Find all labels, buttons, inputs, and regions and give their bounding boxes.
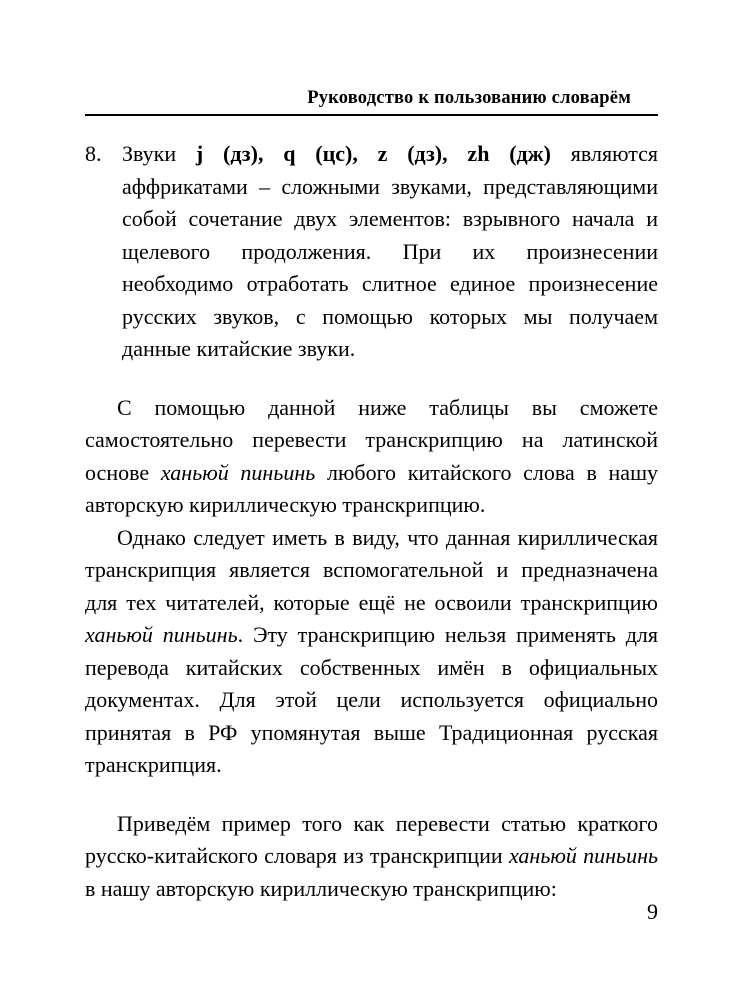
item-8-text: Звуки j (дз), q (цс), z (дз), zh (дж) являются аффрикатами – сложными звуками, представляющими собой сочетание двух элементов: взрывного начала и щелевого продолжения. При их произнесении необходимо отработать слитное единое произнесение русских звуков, с помощью которых мы получаем данные китайские звуки.: [122, 141, 658, 361]
paragraph-3: Приведём пример того как перевести статью краткого русско-китайского словаря из транскрипции ханьюй пиньинь в нашу авторскую кириллическую транскрипцию:: [85, 810, 658, 901]
page-number: 9: [647, 899, 658, 924]
item-number: 8.: [85, 141, 102, 166]
paragraph-1: С помощью данной ниже таблицы вы сможете самостоятельно перевести транскрипцию на латинской основе ханьюй пиньинь любого китайского слова в нашу авторскую кириллическую транскрипцию.: [85, 394, 659, 517]
running-header: [85, 88, 658, 116]
paragraph-2: Однако следует иметь в виду, что данная кириллическая транскрипция является вспомогательной и предназначена для тех читателей, которые ещё не освоили транскрипцию ханьюй пиньинь. Эту транскрипцию нельзя применять для перевода китайских собственных имён в официальных документах. Для этой цели используется официально принятая в РФ упомянутая выше Традиционная русская транскрипция.: [85, 524, 658, 777]
numbered-item-8: [85, 138, 658, 366]
header-rule: [85, 114, 658, 116]
running-header-title: Руководство к пользованию словарём: [307, 88, 631, 108]
page-body: [85, 138, 658, 905]
